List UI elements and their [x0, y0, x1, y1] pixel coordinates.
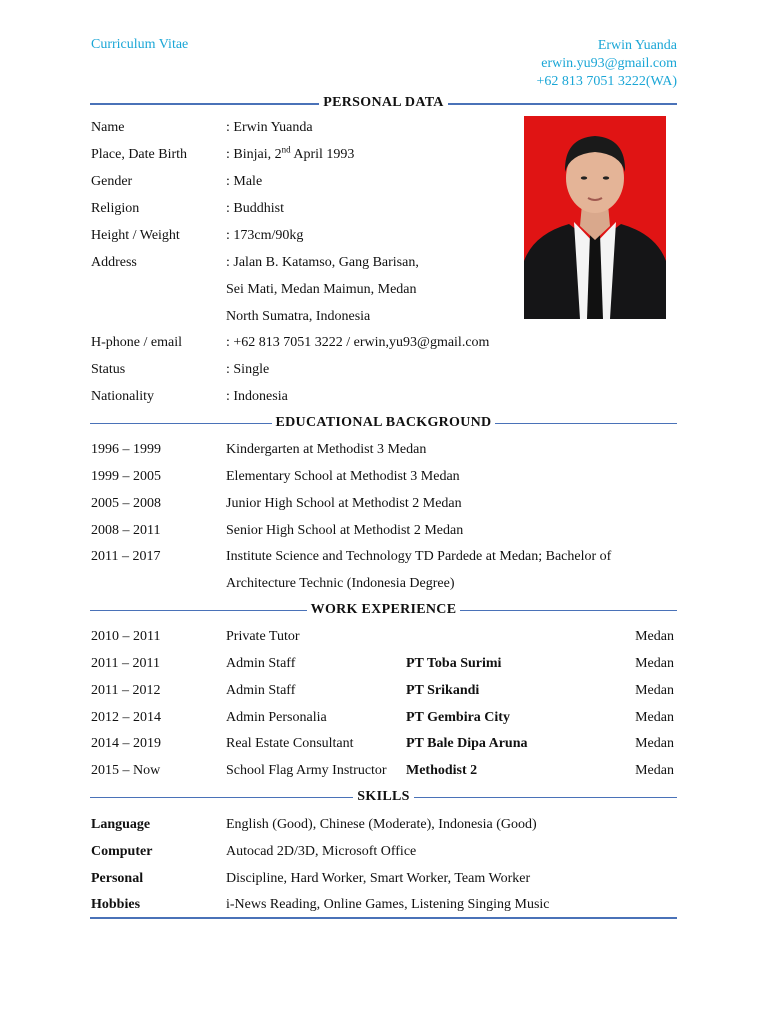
- education-row: [91, 493, 676, 515]
- skill-value: Discipline, Hard Worker, Smart Worker, Team Worker: [226, 871, 531, 886]
- work-role: School Flag Army Instructor: [226, 763, 387, 778]
- personal-value: : Male: [226, 174, 263, 189]
- personal-label: Nationality: [91, 389, 154, 404]
- section-title: EDUCATIONAL BACKGROUND: [272, 415, 496, 430]
- education-row: [91, 546, 676, 568]
- personal-value: North Sumatra, Indonesia: [226, 309, 371, 324]
- work-years: 2011 – 2011: [91, 656, 160, 671]
- work-company: PT Bale Dipa Aruna: [406, 736, 528, 751]
- skill-label: Language: [91, 817, 151, 832]
- personal-value: : Erwin Yuanda: [226, 120, 313, 135]
- section-title: PERSONAL DATA: [319, 95, 447, 110]
- personal-value: : Binjai, 2nd April 1993: [226, 144, 355, 162]
- section-skills: [90, 787, 677, 807]
- section-title: SKILLS: [353, 789, 413, 804]
- personal-row: [91, 386, 676, 408]
- work-years: 2015 – Now: [91, 763, 161, 778]
- personal-label: Name: [91, 120, 125, 135]
- education-years: 2008 – 2011: [91, 523, 161, 538]
- skill-row: [91, 841, 676, 863]
- personal-label: Religion: [91, 201, 140, 216]
- work-row: [91, 760, 676, 782]
- personal-value: : +62 813 7051 3222 / erwin,yu93@gmail.com: [226, 335, 490, 350]
- education-desc: Architecture Technic (Indonesia Degree): [226, 576, 455, 591]
- skill-row: [91, 894, 676, 916]
- personal-value: : 173cm/90kg: [226, 228, 304, 243]
- personal-value: : Jalan B. Katamso, Gang Barisan,: [226, 255, 419, 270]
- work-city: Medan: [635, 736, 674, 751]
- personal-label: Height / Weight: [91, 228, 180, 243]
- work-city: Medan: [635, 763, 674, 778]
- work-company: Methodist 2: [406, 763, 478, 778]
- profile-photo: [524, 116, 666, 319]
- work-company: PT Gembira City: [406, 710, 510, 725]
- work-company: PT Toba Surimi: [406, 656, 502, 671]
- work-city: Medan: [635, 629, 674, 644]
- header-email: erwin.yu93@gmail.com: [541, 56, 677, 71]
- work-city: Medan: [635, 656, 674, 671]
- personal-label: Gender: [91, 174, 133, 189]
- section-personal-data: [90, 93, 677, 113]
- education-row: [91, 466, 676, 488]
- work-years: 2010 – 2011: [91, 629, 161, 644]
- contact-header: [537, 37, 678, 91]
- education-years: 1999 – 2005: [91, 469, 161, 484]
- section-title: WORK EXPERIENCE: [307, 602, 461, 617]
- work-role: Private Tutor: [226, 629, 300, 644]
- work-role: Admin Personalia: [226, 710, 327, 725]
- education-row: [91, 439, 676, 461]
- personal-row: [91, 332, 676, 354]
- education-desc: Institute Science and Technology TD Pardede at Medan; Bachelor of: [226, 549, 612, 564]
- section-education: [90, 413, 677, 433]
- skill-label: Computer: [91, 844, 153, 859]
- personal-label: H-phone / email: [91, 335, 182, 350]
- end-divider: [90, 917, 677, 919]
- header-phone: +62 813 7051 3222(WA): [536, 74, 677, 89]
- education-desc: Elementary School at Methodist 3 Medan: [226, 469, 460, 484]
- work-row: [91, 626, 676, 648]
- education-years: 2011 – 2017: [91, 549, 161, 564]
- personal-label: Status: [91, 362, 126, 377]
- personal-label: Address: [91, 255, 137, 270]
- skill-value: Autocad 2D/3D, Microsoft Office: [226, 844, 417, 859]
- personal-value: Sei Mati, Medan Maimun, Medan: [226, 282, 417, 297]
- personal-value: : Indonesia: [226, 389, 288, 404]
- skill-row: [91, 814, 676, 836]
- work-years: 2014 – 2019: [91, 736, 161, 751]
- work-company: PT Srikandi: [406, 683, 480, 698]
- work-row: [91, 680, 676, 702]
- education-desc: Senior High School at Methodist 2 Medan: [226, 523, 464, 538]
- education-row: [91, 573, 676, 595]
- skill-row: [91, 868, 676, 890]
- education-desc: Junior High School at Methodist 2 Medan: [226, 496, 462, 511]
- skill-value: English (Good), Chinese (Moderate), Indonesia (Good): [226, 817, 537, 832]
- work-city: Medan: [635, 710, 674, 725]
- header-name: Erwin Yuanda: [597, 38, 677, 53]
- work-row: [91, 653, 676, 675]
- work-role: Admin Staff: [226, 656, 296, 671]
- personal-value: : Buddhist: [226, 201, 284, 216]
- work-role: Admin Staff: [226, 683, 296, 698]
- work-role: Real Estate Consultant: [226, 736, 354, 751]
- education-row: [91, 520, 676, 542]
- section-work: [90, 600, 677, 620]
- education-years: 2005 – 2008: [91, 496, 161, 511]
- work-row: [91, 733, 676, 755]
- education-years: 1996 – 1999: [91, 442, 161, 457]
- personal-row: [91, 359, 676, 381]
- work-city: Medan: [635, 683, 674, 698]
- personal-label: Place, Date Birth: [91, 147, 188, 162]
- work-years: 2011 – 2012: [91, 683, 161, 698]
- skill-label: Hobbies: [91, 897, 141, 912]
- skill-label: Personal: [91, 871, 144, 886]
- skill-value: i-News Reading, Online Games, Listening Singing Music: [226, 897, 550, 912]
- education-desc: Kindergarten at Methodist 3 Medan: [226, 442, 427, 457]
- person-portrait-icon: [524, 116, 666, 319]
- document-label: Curriculum Vitae: [91, 37, 189, 52]
- personal-value: : Single: [226, 362, 270, 377]
- work-years: 2012 – 2014: [91, 710, 161, 725]
- work-row: [91, 707, 676, 729]
